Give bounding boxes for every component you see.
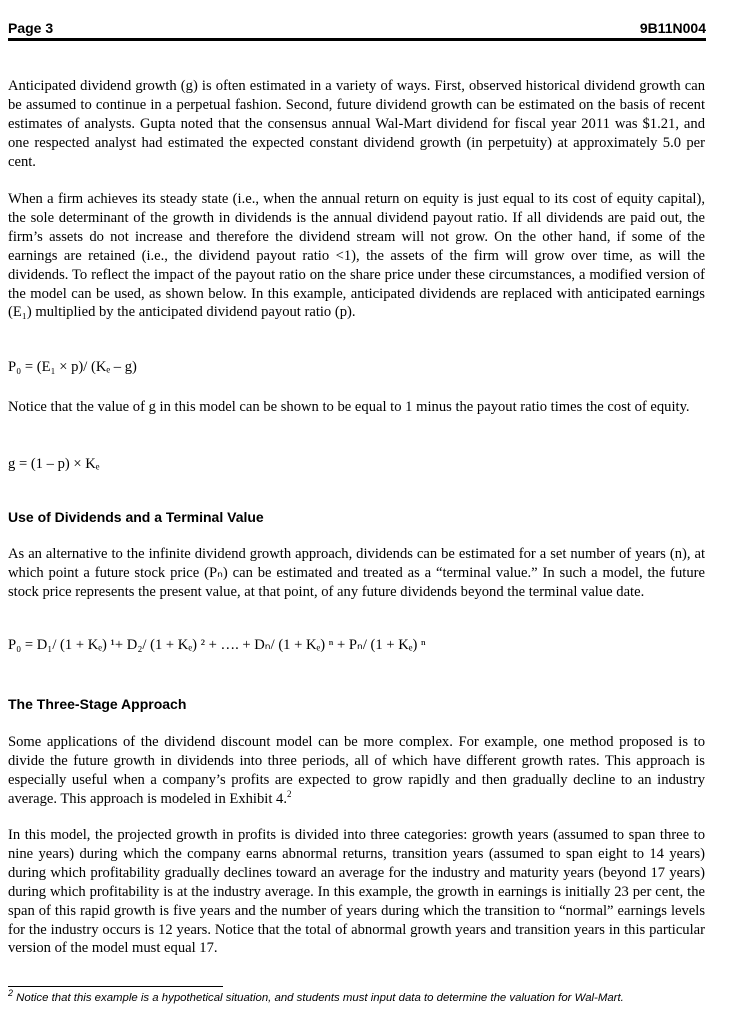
page-number: Page 3 [8, 20, 54, 36]
paragraph-text: Anticipated dividend growth (g) is often estimated in a variety of ways. First, observed historical dividend growth can be assumed to continue in a perpetual fashion. Second, future dividend growth can be estimated on the basis of recent estimates of analysts. Gupta noted that the consensus annual Wal-Mart dividend for fiscal year 2011 was $1.21, and one respected analyst had estimated the expected constant dividend growth (in perpetuity) at approximately 5.0 per cent. [8, 78, 705, 170]
section-heading-terminal-value: Use of Dividends and a Terminal Value [8, 509, 264, 525]
equation-text: P₀ = (E₁ × p)/ (Kₑ – g) [8, 359, 137, 375]
footnote-reference: 2 [286, 788, 292, 799]
equation-text: P₀ = D₁/ (1 + Kₑ) ¹+ D₂/ (1 + Kₑ) ² + …. + Dₙ/ (1 + Kₑ) ⁿ + Pₙ/ (1 + Kₑ) ⁿ [8, 637, 426, 653]
header-rule [8, 38, 706, 41]
footnote-text: Notice that this example is a hypothetical situation, and students must input data to determine the valuation for Wal-Mart. [13, 992, 624, 1004]
paragraph-text: In this model, the projected growth in profits is divided into three categories: growth years (assumed to span three to nine years) during which the company earns abnormal returns, transition years (assumed to span eight to 14 years) during which profitability gradually declines toward an average for the industry and maturity years (beyond 17 years) during which profitability is at the industry average. In this example, the growth in earnings is initially 23 per cent, the span of this rapid growth is five years and the number of years during which the transition to “normal” earnings levels for the industry occurs is 12 years. Notice that the total of abnormal growth years and transition years in this particular version of the model must equal 17. [8, 827, 705, 957]
paragraph-text [8, 733, 705, 809]
paragraph-text: Notice that the value of g in this model can be shown to be equal to 1 minus the payout ratio times the cost of equity. [8, 399, 690, 415]
equation-text: g = (1 – p) × Kₑ [8, 456, 100, 472]
paragraph-terminal-value [8, 545, 705, 602]
footnote-number: 2 [8, 988, 14, 999]
paragraph-steady-state [8, 190, 705, 322]
equation-modified-model [8, 358, 705, 377]
paragraph-dividend-growth [8, 77, 705, 172]
paragraph-growth-note [8, 398, 705, 417]
footnote [8, 988, 728, 1004]
footnote-rule [8, 986, 223, 987]
section-heading-three-stage: The Three-Stage Approach [8, 696, 187, 712]
paragraph-three-stage-model [8, 826, 705, 958]
paragraph-three-stage-intro [8, 733, 705, 809]
case-code: 9B11N004 [639, 20, 706, 36]
equation-terminal-value [8, 636, 705, 655]
paragraph-text: As an alternative to the infinite dividend growth approach, dividends can be estimated for a set number of years (n), at which point a future stock price (Pₙ) can be estimated and treated as a “terminal value.” In such a model, the future stock price represents the present value, at that point, of any future dividends beyond the terminal value date. [8, 546, 705, 600]
page-header [8, 20, 706, 38]
paragraph-text: When a firm achieves its steady state (i.e., when the annual return on equity is just equal to its cost of equity capital), the sole determinant of the growth in dividends is the annual dividend payout ratio. If all dividends are paid out, the firm’s assets do not increase and therefore the dividend stream will not grow. On the other hand, if some of the earnings are retained (i.e., the dividend payout ratio <1), the assets of the firm will grow over time, as will the dividends. To reflect the impact of the payout ratio on the share price under these circumstances, a modified version of the model can be used, as shown below. In this example, anticipated dividends are replaced with anticipated earnings (E₁) multiplied by the anticipated dividend payout ratio (p). [8, 191, 705, 321]
paragraph-body: Some applications of the dividend discount model can be more complex. For example, one method proposed is to divide the future growth in dividends into three periods, all of which have different growth rates. This approach is especially useful when a company’s profits are expected to grow rapidly and then gradually decline to an industry average. This approach is modeled in Exhibit 4. [8, 734, 705, 807]
equation-growth [8, 455, 705, 474]
